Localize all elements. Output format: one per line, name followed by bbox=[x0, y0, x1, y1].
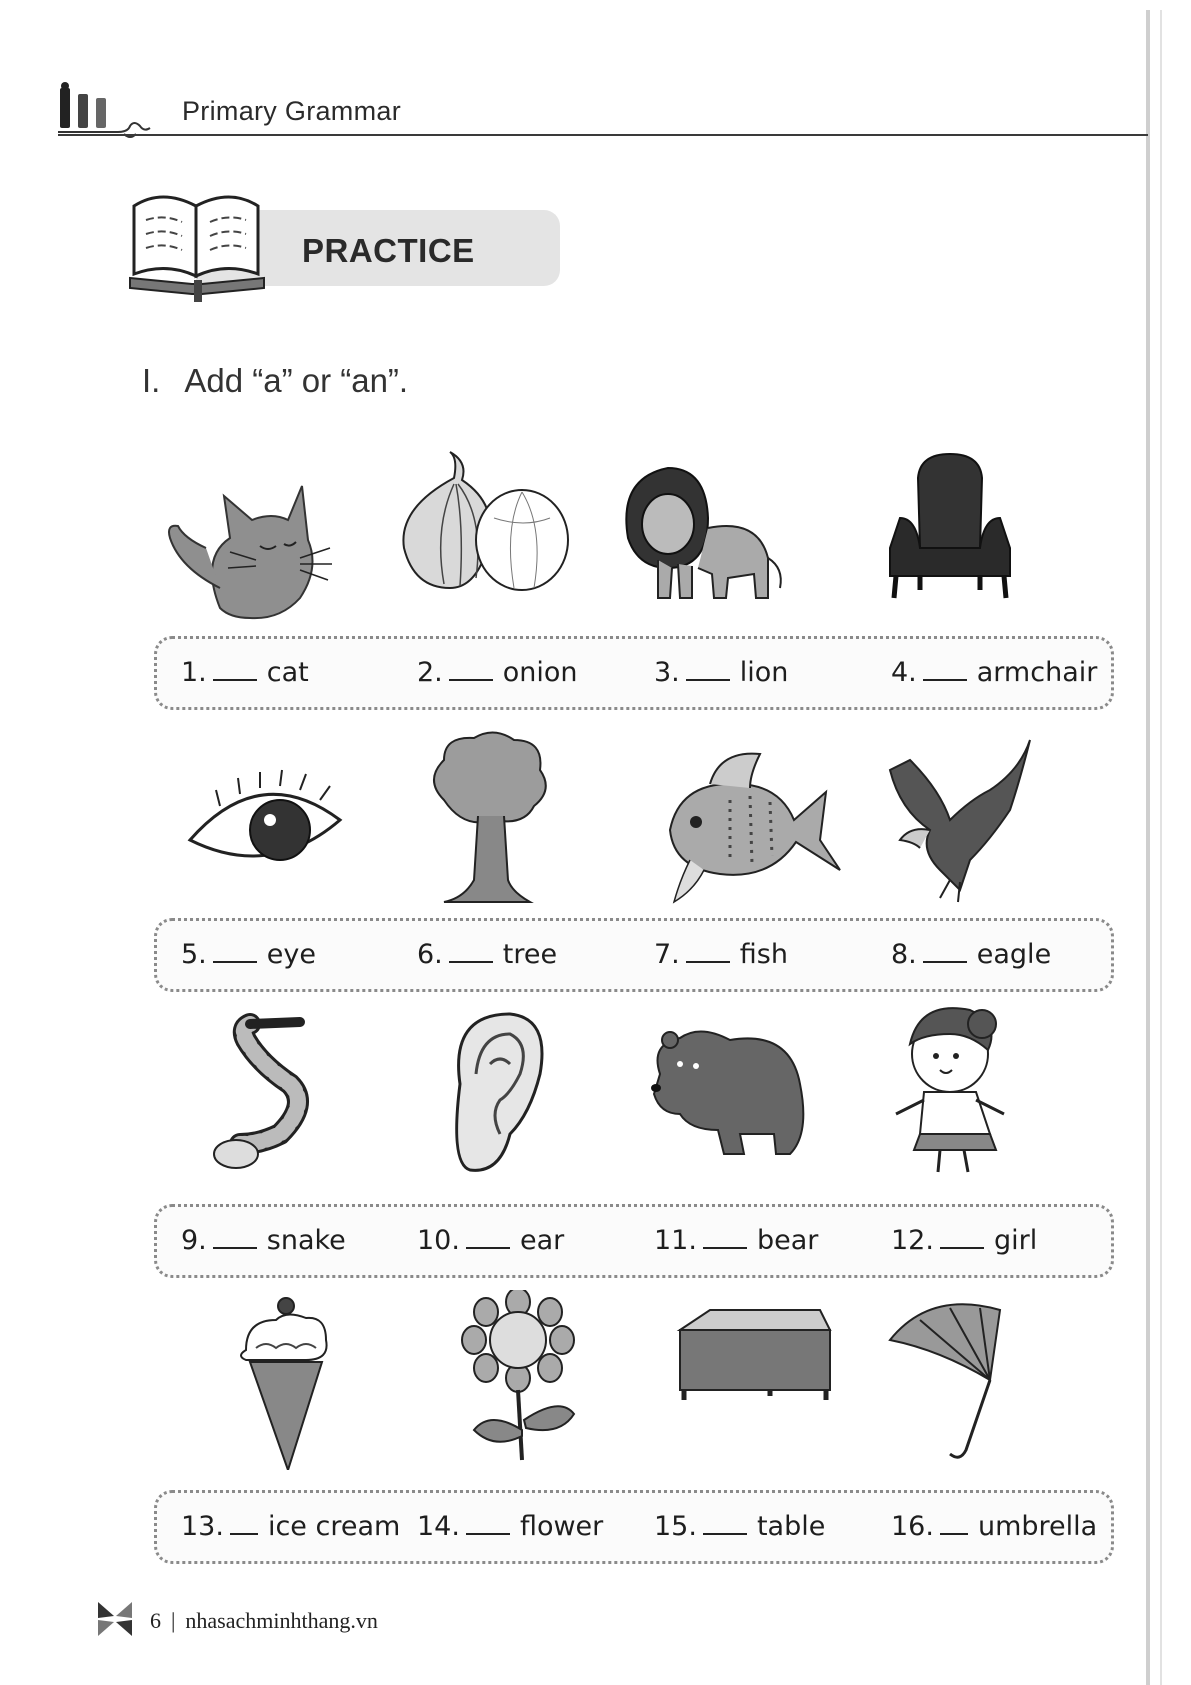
item-1 bbox=[181, 657, 309, 688]
item-number: 7. bbox=[654, 939, 680, 970]
item-8 bbox=[891, 939, 1051, 970]
armchair-icon bbox=[860, 448, 1060, 628]
item-6 bbox=[417, 939, 557, 970]
item-number: 11. bbox=[654, 1225, 697, 1256]
eagle-icon bbox=[870, 730, 1070, 910]
item-number: 12. bbox=[891, 1225, 934, 1256]
page-edge-shadow bbox=[1160, 10, 1162, 1685]
answer-blank[interactable] bbox=[213, 961, 257, 963]
answer-blank[interactable] bbox=[213, 679, 257, 681]
footer-text bbox=[150, 1608, 378, 1634]
item-word: fish bbox=[739, 939, 788, 970]
answer-blank[interactable] bbox=[449, 679, 493, 681]
exercise-instruction: Add “a” or “an”. bbox=[184, 362, 409, 399]
bear-icon bbox=[640, 1004, 840, 1184]
item-word: armchair bbox=[976, 657, 1098, 688]
label-band-1 bbox=[154, 636, 1114, 710]
item-4 bbox=[891, 657, 1097, 688]
answer-blank[interactable] bbox=[923, 961, 967, 963]
item-word: table bbox=[756, 1511, 826, 1542]
item-number: 10. bbox=[417, 1225, 460, 1256]
header-title: Primary Grammar bbox=[182, 96, 401, 126]
answer-blank[interactable] bbox=[466, 1247, 510, 1249]
item-word: eye bbox=[266, 939, 316, 970]
answer-blank[interactable] bbox=[686, 961, 730, 963]
item-number: 9. bbox=[181, 1225, 207, 1256]
item-word: ice cream bbox=[267, 1511, 401, 1542]
ice-cream-icon bbox=[226, 1290, 426, 1470]
item-word: onion bbox=[502, 657, 578, 688]
item-number: 15. bbox=[654, 1511, 697, 1542]
label-band-3 bbox=[154, 1204, 1114, 1278]
exercise-heading bbox=[142, 362, 408, 400]
item-word: eagle bbox=[976, 939, 1052, 970]
onion-icon bbox=[384, 448, 584, 628]
picture-row-4 bbox=[150, 1290, 1110, 1470]
cat-icon bbox=[160, 448, 360, 628]
item-number: 2. bbox=[417, 657, 443, 688]
page-number: 6 bbox=[150, 1608, 161, 1633]
publisher-website[interactable]: nhasachminhthang.vn bbox=[185, 1608, 378, 1633]
item-2 bbox=[417, 657, 578, 688]
item-11 bbox=[654, 1225, 818, 1256]
page-header bbox=[58, 80, 1148, 142]
answer-blank[interactable] bbox=[940, 1247, 984, 1249]
item-3 bbox=[654, 657, 788, 688]
item-number: 13. bbox=[181, 1511, 224, 1542]
answer-blank[interactable] bbox=[686, 679, 730, 681]
answer-blank[interactable] bbox=[466, 1533, 510, 1535]
item-word: cat bbox=[266, 657, 309, 688]
practice-badge bbox=[126, 184, 566, 304]
umbrella-icon bbox=[880, 1290, 1080, 1470]
snake-icon bbox=[210, 1004, 410, 1184]
item-number: 14. bbox=[417, 1511, 460, 1542]
ear-icon bbox=[420, 1004, 620, 1184]
item-number: 1. bbox=[181, 657, 207, 688]
answer-blank[interactable] bbox=[449, 961, 493, 963]
picture-row-2 bbox=[150, 730, 1110, 910]
practice-label: PRACTICE bbox=[302, 232, 475, 269]
header-rule bbox=[58, 134, 1148, 136]
item-5 bbox=[181, 939, 316, 970]
answer-blank[interactable] bbox=[230, 1533, 258, 1535]
answer-blank[interactable] bbox=[940, 1533, 968, 1535]
item-16 bbox=[891, 1511, 1097, 1542]
label-band-4 bbox=[154, 1490, 1114, 1564]
item-number: 8. bbox=[891, 939, 917, 970]
eye-icon bbox=[180, 730, 380, 910]
footer-separator: | bbox=[171, 1608, 176, 1633]
answer-blank[interactable] bbox=[923, 679, 967, 681]
item-10 bbox=[417, 1225, 564, 1256]
picture-row-1 bbox=[150, 448, 1110, 628]
fish-icon bbox=[650, 730, 850, 910]
publisher-logo-icon bbox=[96, 1600, 134, 1638]
item-12 bbox=[891, 1225, 1037, 1256]
flower-icon bbox=[450, 1290, 650, 1470]
item-number: 4. bbox=[891, 657, 917, 688]
answer-blank[interactable] bbox=[213, 1247, 257, 1249]
girl-icon bbox=[880, 1004, 1080, 1184]
item-14 bbox=[417, 1511, 603, 1542]
page-footer bbox=[96, 1600, 496, 1640]
page-edge bbox=[1146, 10, 1150, 1685]
item-word: flower bbox=[519, 1511, 604, 1542]
item-number: 5. bbox=[181, 939, 207, 970]
item-word: ear bbox=[519, 1225, 565, 1256]
table-icon bbox=[670, 1290, 870, 1470]
tree-icon bbox=[404, 730, 604, 910]
item-13 bbox=[181, 1511, 400, 1542]
label-band-2 bbox=[154, 918, 1114, 992]
exercise-number: I. bbox=[142, 362, 161, 399]
item-word: tree bbox=[502, 939, 558, 970]
item-number: 16. bbox=[891, 1511, 934, 1542]
item-word: lion bbox=[739, 657, 789, 688]
open-book-icon bbox=[126, 184, 276, 304]
item-number: 3. bbox=[654, 657, 680, 688]
item-number: 6. bbox=[417, 939, 443, 970]
item-15 bbox=[654, 1511, 825, 1542]
item-word: bear bbox=[756, 1225, 819, 1256]
item-word: umbrella bbox=[977, 1511, 1098, 1542]
item-word: snake bbox=[266, 1225, 346, 1256]
item-word: girl bbox=[993, 1225, 1038, 1256]
pencils-logo-icon bbox=[58, 82, 154, 140]
lion-icon bbox=[608, 448, 808, 628]
picture-row-3 bbox=[150, 1004, 1110, 1184]
item-7 bbox=[654, 939, 788, 970]
answer-blank[interactable] bbox=[703, 1247, 747, 1249]
item-9 bbox=[181, 1225, 346, 1256]
answer-blank[interactable] bbox=[703, 1533, 747, 1535]
